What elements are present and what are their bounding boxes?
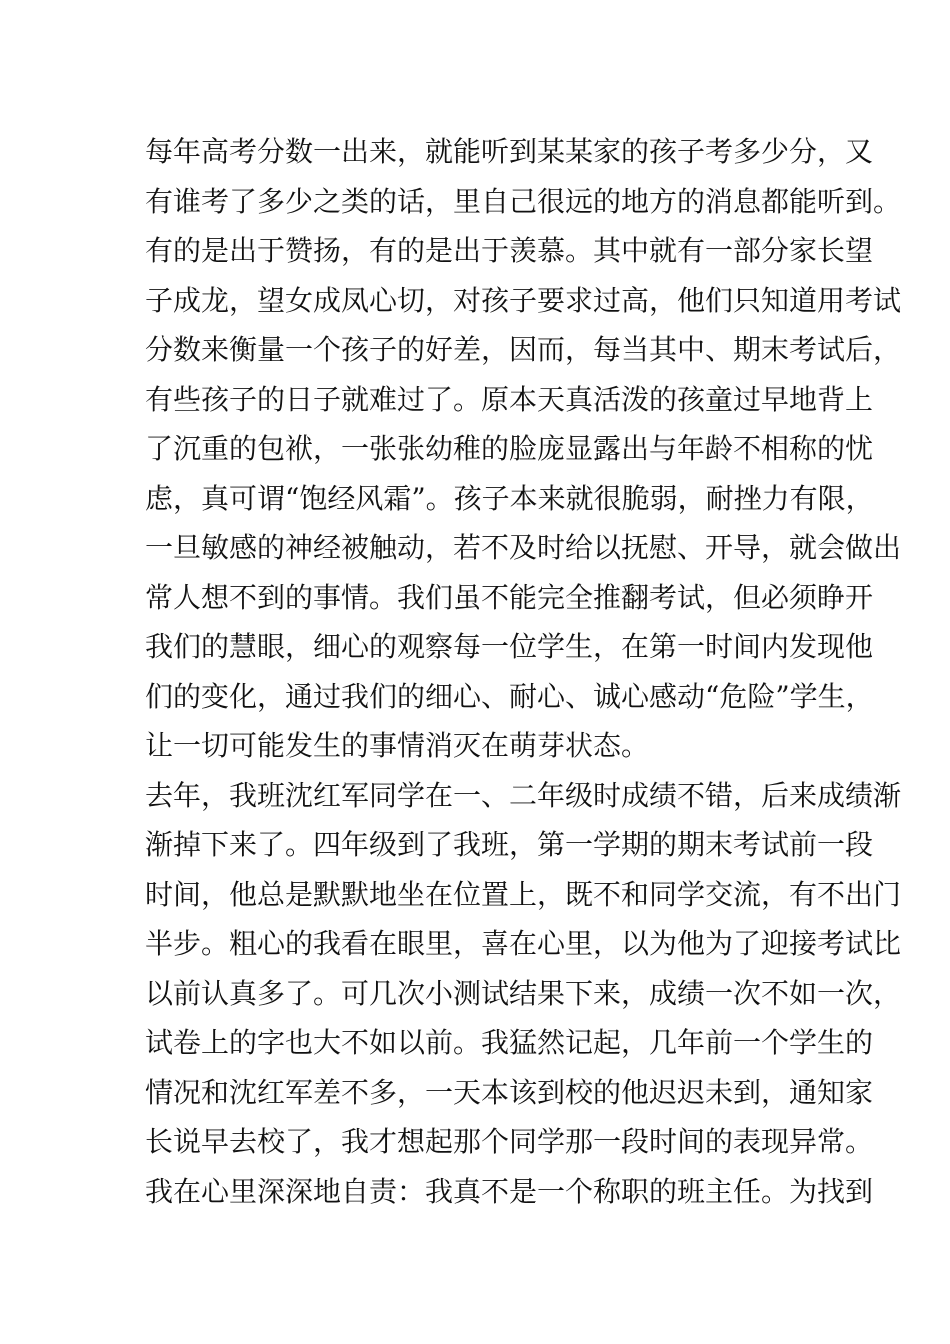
text-line: 分数来衡量一个孩子的好差，因而，每当其中、期末考试后， <box>145 333 902 366</box>
text-line: 有的是出于赞扬，有的是出于羡慕。其中就有一部分家长望 <box>145 234 874 267</box>
text-line: 有谁考了多少之类的话，里自己很远的地方的消息都能听到。 <box>145 185 902 218</box>
text-line: 试卷上的字也大不如以前。我猛然记起，几年前一个学生的 <box>145 1026 874 1059</box>
text-line: 以前认真多了。可几次小测试结果下来，成绩一次不如一次， <box>145 977 902 1010</box>
text-line: 常人想不到的事情。我们虽不能完全推翻考试，但必须睁开 <box>145 581 874 614</box>
text-line: 让一切可能发生的事情消灭在萌芽状态。 <box>145 729 650 762</box>
text-line: 半步。粗心的我看在眼里，喜在心里，以为他为了迎接考试比 <box>145 927 902 960</box>
text-line: 一旦敏感的神经被触动，若不及时给以抚慰、开导，就会做出 <box>145 531 902 564</box>
text-line: 虑，真可谓“饱经风霜”。孩子本来就很脆弱，耐挫力有限， <box>145 482 874 515</box>
text-line: 我们的慧眼，细心的观察每一位学生，在第一时间内发现他 <box>145 630 874 663</box>
text-line: 有些孩子的日子就难过了。原本天真活泼的孩童过早地背上 <box>145 383 874 416</box>
text-line: 去年，我班沈红军同学在一、二年级时成绩不错，后来成绩渐 <box>145 779 902 812</box>
text-line: 情况和沈红军差不多，一天本该到校的他迟迟未到，通知家 <box>145 1076 874 1109</box>
text-line: 每年高考分数一出来，就能听到某某家的孩子考多少分，又 <box>145 135 874 168</box>
text-line: 时间，他总是默默地坐在位置上，既不和同学交流，有不出门 <box>145 878 902 911</box>
text-line: 长说早去校了，我才想起那个同学那一段时间的表现异常。 <box>145 1125 874 1158</box>
text-line: 渐掉下来了。四年级到了我班，第一学期的期末考试前一段 <box>145 828 874 861</box>
text-line: 子成龙，望女成凤心切，对孩子要求过高，他们只知道用考试 <box>145 284 902 317</box>
text-line: 我在心里深深地自责：我真不是一个称职的班主任。为找到 <box>145 1175 874 1208</box>
text-line: 们的变化，通过我们的细心、耐心、诚心感动“危险”学生， <box>145 680 874 713</box>
text-line: 了沉重的包袱，一张张幼稚的脸庞显露出与年龄不相称的忧 <box>145 432 874 465</box>
